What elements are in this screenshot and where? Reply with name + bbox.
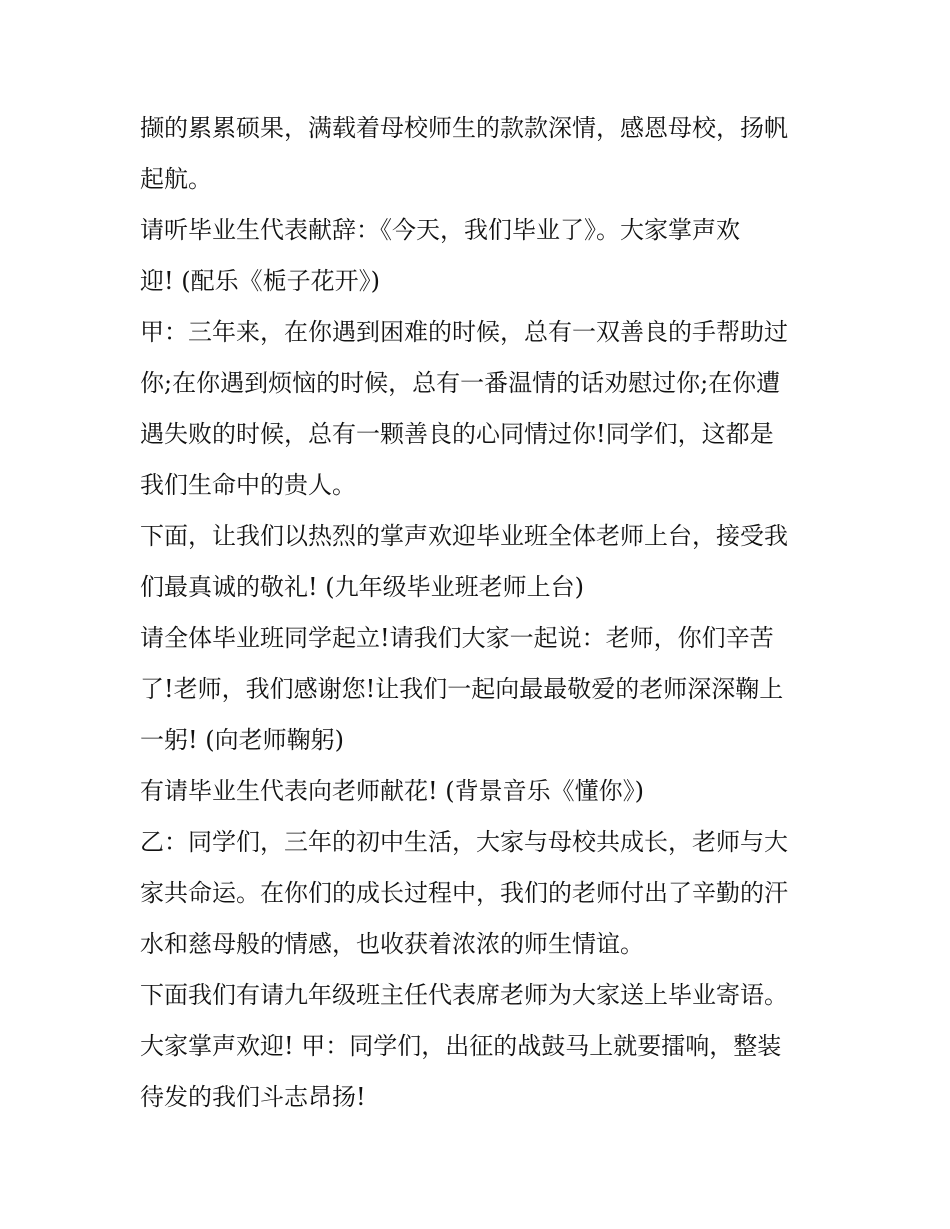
text-line: 请听毕业生代表献辞：《今天，我们毕业了》。大家掌声欢 — [140, 216, 740, 244]
text-line: 们最真诚的敬礼! (九年级毕业班老师上台) — [140, 573, 584, 601]
text-line: 水和慈母般的情感，也收获着浓浓的师生情谊。 — [140, 930, 644, 958]
text-line: 撷的累累硕果，满载着母校师生的款款深情，感恩母校，扬帆 — [140, 114, 788, 142]
text-line: 你;在你遇到烦恼的时候，总有一番温情的话劝慰过你;在你遭 — [140, 369, 781, 397]
text-line: 一躬! (向老师鞠躬) — [140, 726, 344, 754]
text-line: 起航。 — [140, 165, 212, 193]
text-line: 我们生命中的贵人。 — [140, 471, 356, 499]
text-line: 待发的我们斗志昂扬! — [140, 1083, 366, 1111]
text-line: 遇失败的时候，总有一颗善良的心同情过你!同学们，这都是 — [140, 420, 774, 448]
text-line: 有请毕业生代表向老师献花! (背景音乐《懂你》) — [140, 777, 644, 805]
text-line: 乙：同学们，三年的初中生活，大家与母校共成长，老师与大 — [140, 828, 788, 856]
document-body — [140, 103, 830, 1123]
text-line: 了!老师，我们感谢您!让我们一起向最最敬爱的老师深深鞠上 — [140, 675, 784, 703]
text-line: 下面，让我们以热烈的掌声欢迎毕业班全体老师上台，接受我 — [140, 522, 788, 550]
text-line: 迎! (配乐《栀子花开》) — [140, 267, 380, 295]
text-line: 家共命运。在你们的成长过程中，我们的老师付出了辛勤的汗 — [140, 879, 788, 907]
text-line: 大家掌声欢迎! 甲：同学们，出征的战鼓马上就要擂响，整装 — [140, 1032, 782, 1060]
text-line: 请全体毕业班同学起立!请我们大家一起说：老师，你们辛苦 — [140, 624, 774, 652]
text-line: 下面我们有请九年级班主任代表席老师为大家送上毕业寄语。 — [140, 981, 788, 1009]
text-line: 甲：三年来，在你遇到困难的时候，总有一双善良的手帮助过 — [140, 318, 788, 346]
